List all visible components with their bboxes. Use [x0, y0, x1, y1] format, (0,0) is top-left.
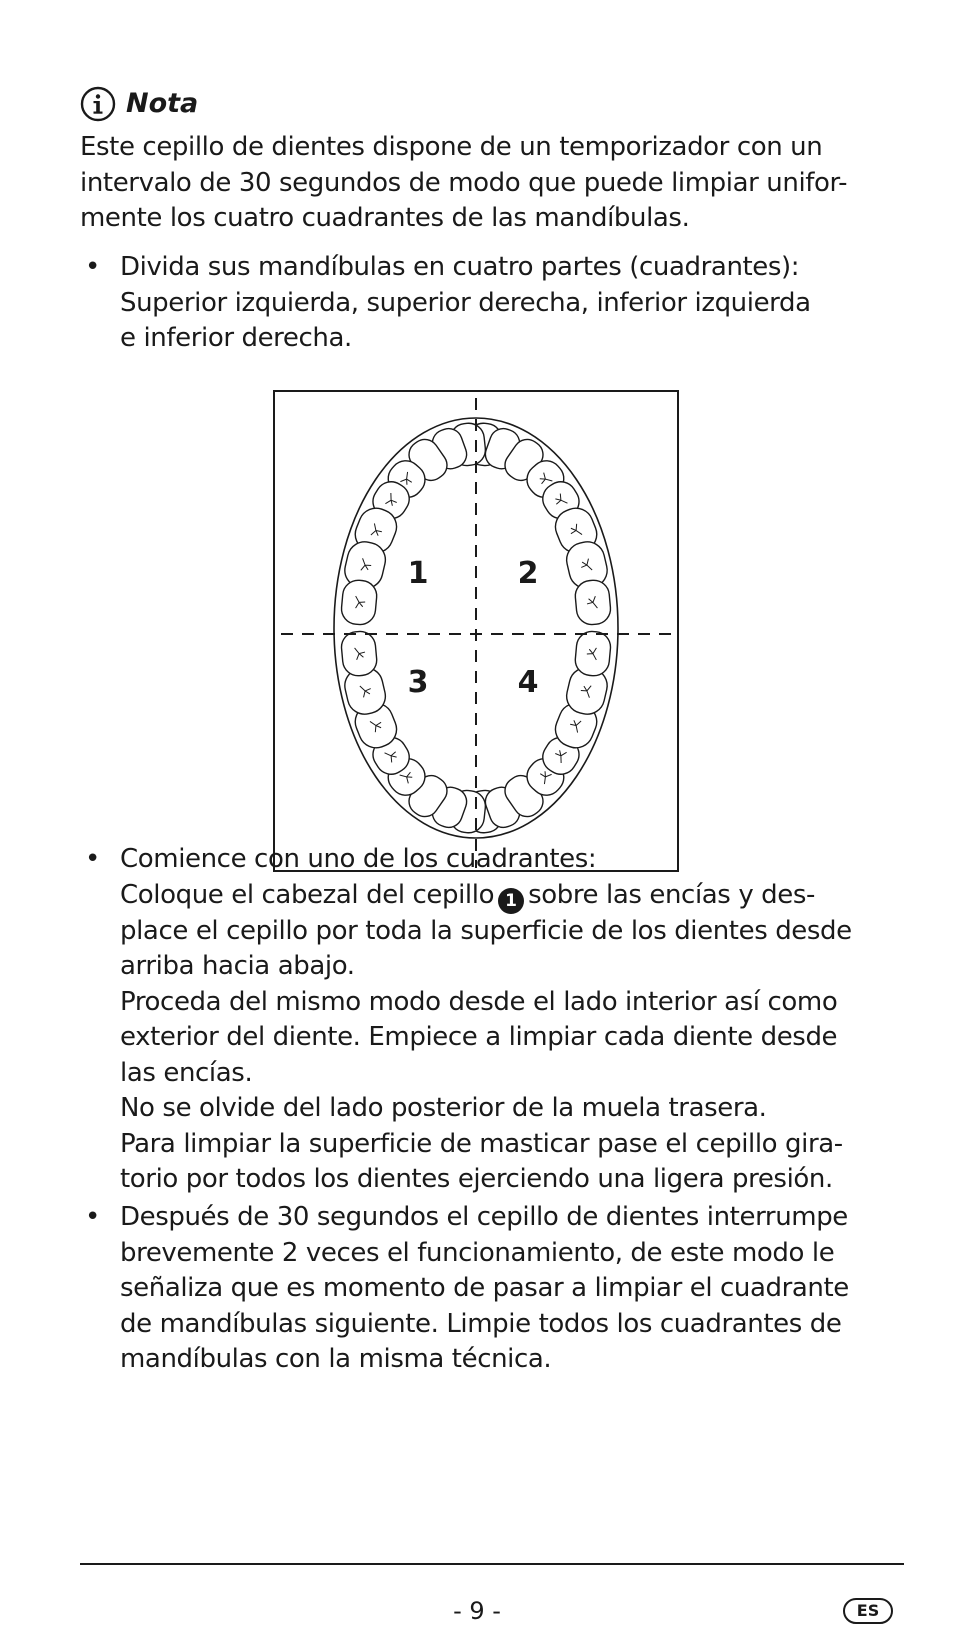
bullet-line: Comience con uno de los cuadrantes: — [120, 844, 597, 874]
bullet-line: place el cepillo por toda la superficie de los dientes desde — [120, 915, 852, 946]
note-heading — [80, 86, 198, 122]
bullet-line: Proceda del mismo modo desde el lado interior así como — [120, 986, 838, 1017]
bullet-line: Después de 30 segundos el cepillo de dientes interrumpe — [120, 1202, 848, 1232]
tooth — [574, 579, 612, 626]
bullet-line: brevemente 2 veces el funcionamiento, de este modo le — [120, 1237, 835, 1268]
quadrant-4-label: 4 — [517, 665, 539, 700]
bullet-line: No se olvide del lado posterior de la muela trasera. — [120, 1093, 767, 1123]
bullet-line: exterior del diente. Empiece a limpiar cada diente desde — [120, 1022, 838, 1052]
tooth — [340, 579, 378, 626]
intro-paragraph — [80, 130, 847, 237]
quadrant-1-label: 1 — [407, 556, 429, 591]
bullet-line: las encías. — [120, 1057, 253, 1088]
intro-line: mente los cuatro cuadrantes de las mandíbulas. — [80, 203, 690, 233]
footer-rule — [80, 1563, 904, 1565]
bullet-marker: • — [85, 252, 101, 282]
bullet-line: Superior izquierda, superior derecha, inferior izquierda — [120, 287, 811, 318]
bullet-line: mandíbulas con la misma técnica. — [120, 1344, 552, 1374]
intro-line: Este cepillo de dientes dispone de un temporizador con un — [80, 132, 823, 162]
line-text: Coloque el cabezal del cepillo — [120, 879, 495, 910]
bullet-line: de mandíbulas siguiente. Limpie todos los cuadrantes de — [120, 1308, 842, 1339]
info-icon — [80, 86, 116, 122]
bullet-marker: • — [85, 844, 101, 874]
dental-quadrant-diagram — [273, 390, 679, 872]
bullet-line: señaliza que es momento de pasar a limpiar el cuadrante — [120, 1273, 849, 1303]
jaw-outline — [334, 418, 618, 838]
intro-line: intervalo de 30 segundos de modo que puede limpiar unifor- — [80, 167, 848, 198]
bullet-divide-quadrants — [120, 250, 811, 357]
bullet-line: arriba hacia abajo. — [120, 951, 355, 981]
page-number: - 9 - — [453, 1597, 501, 1625]
bullet-start-quadrant — [120, 842, 852, 1198]
note-title: Nota — [126, 88, 199, 119]
bullet-line: e inferior derecha. — [120, 323, 352, 353]
line-text: sobre las encías y des- — [528, 879, 815, 910]
tooth — [574, 630, 612, 677]
quadrant-2-label: 2 — [517, 556, 539, 591]
quadrant-3-label: 3 — [407, 665, 429, 700]
bullet-after-30-seconds — [120, 1200, 849, 1378]
bullet-marker: • — [85, 1202, 101, 1232]
language-badge: ES — [843, 1598, 893, 1624]
bullet-line: torio por todos los dientes ejerciendo una ligera presión. — [120, 1164, 833, 1194]
brush-head-part-number: 1 — [498, 888, 524, 914]
bullet-line: Para limpiar la superficie de masticar pase el cepillo gira- — [120, 1128, 843, 1159]
bullet-line-with-ref — [120, 878, 852, 914]
tooth — [340, 630, 378, 677]
bullet-line: Divida sus mandíbulas en cuatro partes (cuadrantes): — [120, 252, 800, 282]
